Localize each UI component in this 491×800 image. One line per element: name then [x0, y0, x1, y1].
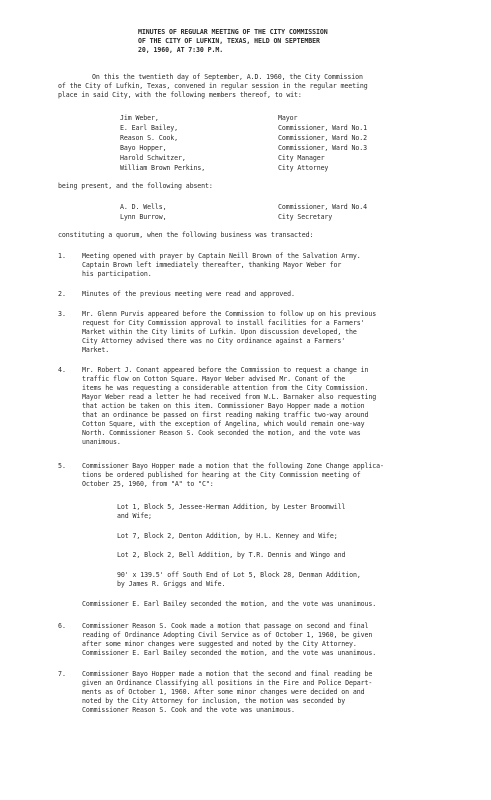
item-7-line-2: given an Ordinance Classifying all positions in the Fire and Police Depart-: [82, 679, 373, 687]
property-1-line-2: and Wife;: [117, 512, 152, 520]
item-2-number: 2.: [58, 290, 66, 298]
absent-title-2: City Secretary: [278, 213, 333, 221]
item-7-line-1: Commissioner Bayo Hopper made a motion that the second and final reading be: [82, 670, 373, 678]
header-line-1: MINUTES OF REGULAR MEETING OF THE CITY COMMISSION: [138, 28, 328, 36]
after-properties-line: Commissioner E. Earl Bailey seconded the motion, and the vote was unanimous.: [82, 600, 377, 608]
present-name-2: E. Earl Bailey,: [120, 124, 179, 132]
item-5-line-3: October 25, 1960, from "A" to "C":: [82, 480, 214, 488]
item-5-number: 5.: [58, 462, 66, 470]
item-4-line-1: Mr. Robert J. Conant appeared before the Commission to request a change in: [82, 366, 369, 374]
absent-name-2: Lynn Burrow,: [120, 213, 167, 221]
present-title-1: Mayor: [278, 114, 298, 122]
item-3-line-2: request for City Commission approval to install facilities for a Farmers': [82, 319, 365, 327]
present-name-4: Bayo Hopper,: [120, 144, 167, 152]
item-4-line-7: Cotton Square, with the exception of Angelina, which would remain one-way: [82, 420, 365, 428]
item-1-line-3: his participation.: [82, 270, 152, 278]
present-title-4: Commissioner, Ward No.3: [278, 144, 368, 152]
present-name-3: Reason S. Cook,: [120, 134, 179, 142]
header-line-2: OF THE CITY OF LUFKIN, TEXAS, HELD ON SEPTEMBER: [138, 37, 320, 45]
item-6-number: 6.: [58, 622, 66, 630]
present-title-2: Commissioner, Ward No.1: [278, 124, 368, 132]
item-7-line-3: ments as of October 1, 1960. After some minor changes were decided on and: [82, 688, 365, 696]
property-1-line-1: Lot 1, Block 5, Jessee-Herman Addition, by Lester Broomwill: [117, 503, 346, 511]
quorum-line: constituting a quorum, when the following business was transacted:: [58, 231, 314, 239]
intro-line-1: On this the twentieth day of September, A.D. 1960, the City Commission: [92, 73, 363, 81]
item-1-line-2: Captain Brown left immediately thereafter, thanking Mayor Weber for: [82, 261, 342, 269]
header-line-3: 20, 1960, AT 7:30 P.M.: [138, 46, 224, 54]
item-4-number: 4.: [58, 366, 66, 374]
item-4-line-3: items he was requesting a considerable attention from the City Commission.: [82, 384, 369, 392]
property-4-line-1: 90' x 139.5' off South End of Lot 5, Block 28, Denman Addition,: [117, 571, 361, 579]
item-4-line-2: traffic flow on Cotton Square. Mayor Weber advised Mr. Conant of the: [82, 375, 346, 383]
item-7-line-5: Commissioner Reason S. Cook and the vote was unanimous.: [82, 706, 295, 714]
item-3-line-4: City Attorney advised there was no City ordinance against a Farmers': [82, 337, 346, 345]
intro-line-2: of the City of Lufkin, Texas, convened in regular session in the regular meeting: [58, 82, 368, 90]
intro-line-3: place in said City, with the following members thereof, to wit:: [58, 91, 302, 99]
item-4-line-9: unanimous.: [82, 438, 121, 446]
item-6-line-1: Commissioner Reason S. Cook made a motion that passage on second and final: [82, 622, 369, 630]
item-3-line-3: Market within the City limits of Lufkin. Upon discussion developed, the: [82, 328, 357, 336]
item-7-line-4: noted by the City Attorney for inclusion, the motion was seconded by: [82, 697, 346, 705]
item-5-line-2: tions be ordered published for hearing at the City Commission meeting of: [82, 471, 361, 479]
present-title-5: City Manager: [278, 154, 325, 162]
item-3-number: 3.: [58, 310, 66, 318]
item-3-line-5: Market.: [82, 346, 110, 354]
present-title-6: City Attorney: [278, 164, 329, 172]
item-6-line-3: after some minor changes were suggested and noted by the City Attorney.: [82, 640, 357, 648]
item-2-line-1: Minutes of the previous meeting were read and approved.: [82, 290, 295, 298]
item-7-number: 7.: [58, 670, 66, 678]
item-5-line-1: Commissioner Bayo Hopper made a motion that the following Zone Change applica-: [82, 462, 384, 470]
item-6-line-4: Commissioner E. Earl Bailey seconded the motion, and the vote was unanimous.: [82, 649, 377, 657]
item-1-number: 1.: [58, 252, 66, 260]
property-3-line-1: Lot 2, Block 2, Bell Addition, by T.R. Dennis and Wingo and: [117, 551, 346, 559]
item-4-line-5: that action be taken on this item. Commissioner Bayo Hopper made a motion: [82, 402, 365, 410]
property-4-line-2: by James R. Griggs and Wife.: [117, 580, 226, 588]
absent-intro: being present, and the following absent:: [58, 182, 213, 190]
absent-title-1: Commissioner, Ward No.4: [278, 203, 368, 211]
item-4-line-8: North. Commissioner Reason S. Cook seconded the motion, and the vote was: [82, 429, 361, 437]
property-2-line-1: Lot 7, Block 2, Denton Addition, by H.L. Kenney and Wife;: [117, 532, 338, 540]
item-6-line-2: reading of Ordinance Adopting Civil Service as of October 1, 1960, be given: [82, 631, 373, 639]
present-name-6: William Brown Perkins,: [120, 164, 206, 172]
item-3-line-1: Mr. Glenn Purvis appeared before the Commission to follow up on his previous: [82, 310, 377, 318]
item-1-line-1: Meeting opened with prayer by Captain Neill Brown of the Salvation Army.: [82, 252, 361, 260]
item-4-line-6: that an ordinance be passed on first reading making traffic two-way around: [82, 411, 369, 419]
absent-name-1: A. D. Wells,: [120, 203, 167, 211]
present-name-1: Jim Weber,: [120, 114, 159, 122]
present-title-3: Commissioner, Ward No.2: [278, 134, 368, 142]
present-name-5: Harold Schwitzer,: [120, 154, 186, 162]
item-4-line-4: Mayor Weber read a letter he had received from W.L. Barnaker also requesting: [82, 393, 377, 401]
